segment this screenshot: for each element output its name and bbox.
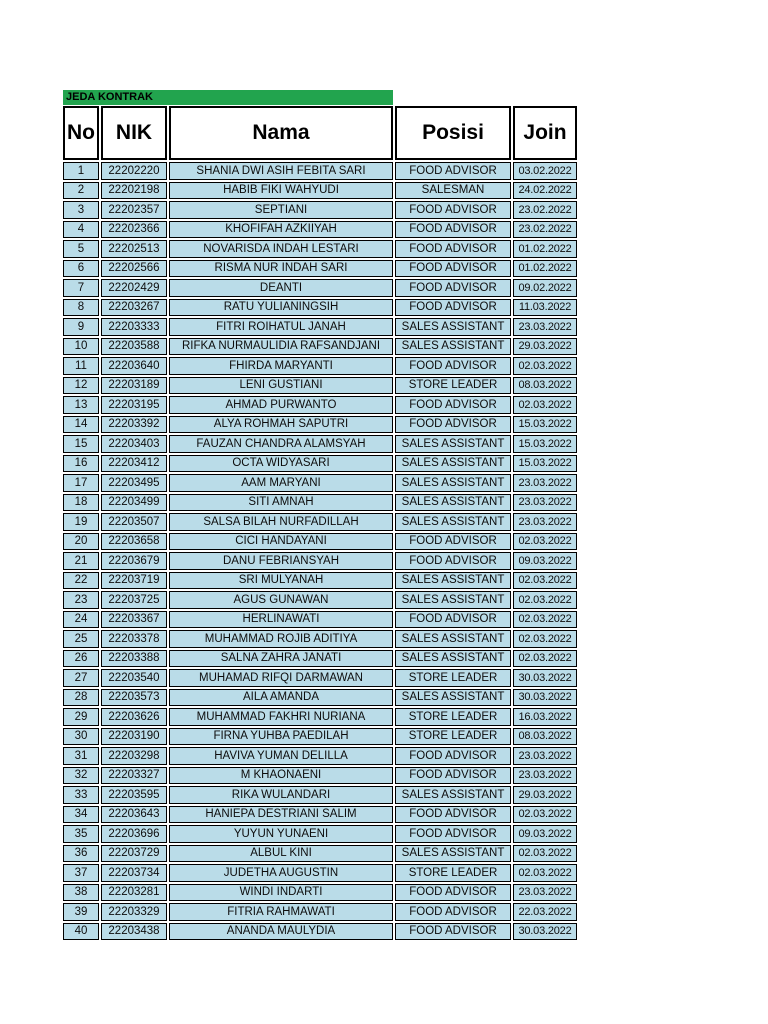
cell-posisi: SALES ASSISTANT xyxy=(395,786,511,804)
cell-no: 4 xyxy=(63,221,99,239)
table-row xyxy=(63,494,577,512)
cell-nik: 22202566 xyxy=(101,260,167,278)
cell-no: 34 xyxy=(63,806,99,824)
cell-posisi: SALES ASSISTANT xyxy=(395,474,511,492)
cell-nik: 22203573 xyxy=(101,689,167,707)
cell-nik: 22203281 xyxy=(101,884,167,902)
cell-posisi: SALESMAN xyxy=(395,182,511,200)
cell-no: 17 xyxy=(63,474,99,492)
cell-posisi: STORE LEADER xyxy=(395,708,511,726)
cell-posisi: SALES ASSISTANT xyxy=(395,455,511,473)
cell-no: 5 xyxy=(63,240,99,258)
cell-join: 11.03.2022 xyxy=(513,299,577,317)
cell-posisi: SALES ASSISTANT xyxy=(395,494,511,512)
cell-nama: SRI MULYANAH xyxy=(169,572,393,590)
cell-nama: HANIEPA DESTRIANI SALIM xyxy=(169,806,393,824)
cell-nama: AAM MARYANI xyxy=(169,474,393,492)
cell-nik: 22203696 xyxy=(101,825,167,843)
cell-join: 02.03.2022 xyxy=(513,572,577,590)
cell-no: 31 xyxy=(63,747,99,765)
cell-nama: HERLINAWATI xyxy=(169,611,393,629)
table-row xyxy=(63,708,577,726)
table-row xyxy=(63,377,577,395)
cell-join: 29.03.2022 xyxy=(513,786,577,804)
cell-no: 6 xyxy=(63,260,99,278)
cell-posisi: SALES ASSISTANT xyxy=(395,591,511,609)
cell-posisi: FOOD ADVISOR xyxy=(395,240,511,258)
cell-no: 13 xyxy=(63,396,99,414)
table-row xyxy=(63,240,577,258)
cell-no: 23 xyxy=(63,591,99,609)
cell-nik: 22203412 xyxy=(101,455,167,473)
table-row xyxy=(63,728,577,746)
cell-nik: 22203640 xyxy=(101,357,167,375)
cell-nik: 22203729 xyxy=(101,845,167,863)
column-header-nik: NIK xyxy=(101,106,167,160)
cell-nik: 22203658 xyxy=(101,533,167,551)
cell-nik: 22202513 xyxy=(101,240,167,258)
cell-no: 30 xyxy=(63,728,99,746)
column-header-nama: Nama xyxy=(169,106,393,160)
table-body xyxy=(63,162,577,940)
cell-nama: MUHAMMAD ROJIB ADITIYA xyxy=(169,630,393,648)
cell-nik: 22203378 xyxy=(101,630,167,648)
cell-nik: 22202357 xyxy=(101,201,167,219)
cell-join: 30.03.2022 xyxy=(513,923,577,941)
table-row xyxy=(63,318,577,336)
cell-join: 30.03.2022 xyxy=(513,689,577,707)
cell-join: 02.03.2022 xyxy=(513,611,577,629)
table-row xyxy=(63,338,577,356)
cell-nik: 22203367 xyxy=(101,611,167,629)
cell-join: 30.03.2022 xyxy=(513,669,577,687)
cell-no: 24 xyxy=(63,611,99,629)
table-row xyxy=(63,591,577,609)
table-row xyxy=(63,279,577,297)
cell-no: 35 xyxy=(63,825,99,843)
cell-nama: WINDI INDARTI xyxy=(169,884,393,902)
cell-nama: SHANIA DWI ASIH FEBITA SARI xyxy=(169,162,393,180)
table-row xyxy=(63,455,577,473)
table-row xyxy=(63,435,577,453)
cell-nama: SEPTIANI xyxy=(169,201,393,219)
cell-join: 23.03.2022 xyxy=(513,494,577,512)
table-row xyxy=(63,786,577,804)
cell-posisi: FOOD ADVISOR xyxy=(395,825,511,843)
column-header-join: Join xyxy=(513,106,577,160)
cell-nama: RIFKA NURMAULIDIA RAFSANDJANI xyxy=(169,338,393,356)
table-row xyxy=(63,767,577,785)
cell-nik: 22203327 xyxy=(101,767,167,785)
cell-nik: 22202220 xyxy=(101,162,167,180)
table-row xyxy=(63,845,577,863)
table-row xyxy=(63,201,577,219)
cell-nik: 22203643 xyxy=(101,806,167,824)
cell-nama: AHMAD PURWANTO xyxy=(169,396,393,414)
cell-nama: SALNA ZAHRA JANATI xyxy=(169,650,393,668)
cell-no: 33 xyxy=(63,786,99,804)
cell-no: 18 xyxy=(63,494,99,512)
cell-no: 40 xyxy=(63,923,99,941)
cell-nik: 22203298 xyxy=(101,747,167,765)
cell-nama: YUYUN YUNAENI xyxy=(169,825,393,843)
cell-join: 24.02.2022 xyxy=(513,182,577,200)
cell-join: 23.03.2022 xyxy=(513,318,577,336)
contract-table xyxy=(61,104,579,942)
cell-nik: 22203499 xyxy=(101,494,167,512)
cell-no: 11 xyxy=(63,357,99,375)
cell-posisi: FOOD ADVISOR xyxy=(395,396,511,414)
cell-nik: 22202366 xyxy=(101,221,167,239)
table-row xyxy=(63,650,577,668)
table-row xyxy=(63,162,577,180)
table-row xyxy=(63,416,577,434)
cell-nik: 22203388 xyxy=(101,650,167,668)
cell-nama: DEANTI xyxy=(169,279,393,297)
cell-join: 22.03.2022 xyxy=(513,903,577,921)
table-row xyxy=(63,669,577,687)
cell-posisi: FOOD ADVISOR xyxy=(395,533,511,551)
cell-join: 23.03.2022 xyxy=(513,474,577,492)
cell-nama: OCTA WIDYASARI xyxy=(169,455,393,473)
cell-join: 02.03.2022 xyxy=(513,650,577,668)
cell-nik: 22203540 xyxy=(101,669,167,687)
cell-nama: MUHAMAD RIFQI DARMAWAN xyxy=(169,669,393,687)
cell-join: 29.03.2022 xyxy=(513,338,577,356)
cell-nama: FITRIA RAHMAWATI xyxy=(169,903,393,921)
cell-nik: 22203626 xyxy=(101,708,167,726)
cell-no: 39 xyxy=(63,903,99,921)
cell-posisi: STORE LEADER xyxy=(395,377,511,395)
cell-nama: ALBUL KINI xyxy=(169,845,393,863)
table-row xyxy=(63,903,577,921)
cell-no: 16 xyxy=(63,455,99,473)
cell-nik: 22203725 xyxy=(101,591,167,609)
cell-nik: 22203195 xyxy=(101,396,167,414)
cell-join: 23.03.2022 xyxy=(513,747,577,765)
table-row xyxy=(63,630,577,648)
cell-nama: AILA AMANDA xyxy=(169,689,393,707)
cell-nik: 22203403 xyxy=(101,435,167,453)
table-row xyxy=(63,260,577,278)
cell-no: 1 xyxy=(63,162,99,180)
table-row xyxy=(63,806,577,824)
cell-nik: 22203190 xyxy=(101,728,167,746)
cell-nik: 22203329 xyxy=(101,903,167,921)
cell-nama: ANANDA MAULYDIA xyxy=(169,923,393,941)
cell-posisi: FOOD ADVISOR xyxy=(395,884,511,902)
cell-no: 38 xyxy=(63,884,99,902)
cell-join: 23.02.2022 xyxy=(513,201,577,219)
cell-no: 9 xyxy=(63,318,99,336)
cell-nik: 22203438 xyxy=(101,923,167,941)
cell-nama: CICI HANDAYANI xyxy=(169,533,393,551)
table-row xyxy=(63,182,577,200)
cell-nama: JUDETHA AUGUSTIN xyxy=(169,864,393,882)
cell-no: 10 xyxy=(63,338,99,356)
cell-join: 09.02.2022 xyxy=(513,279,577,297)
cell-nik: 22203719 xyxy=(101,572,167,590)
cell-posisi: FOOD ADVISOR xyxy=(395,747,511,765)
cell-join: 23.03.2022 xyxy=(513,513,577,531)
table-row xyxy=(63,923,577,941)
cell-no: 26 xyxy=(63,650,99,668)
cell-join: 02.03.2022 xyxy=(513,864,577,882)
cell-no: 14 xyxy=(63,416,99,434)
cell-no: 22 xyxy=(63,572,99,590)
cell-posisi: FOOD ADVISOR xyxy=(395,923,511,941)
cell-nama: FHIRDA MARYANTI xyxy=(169,357,393,375)
cell-posisi: FOOD ADVISOR xyxy=(395,416,511,434)
cell-no: 29 xyxy=(63,708,99,726)
header-row xyxy=(63,106,577,160)
cell-posisi: FOOD ADVISOR xyxy=(395,221,511,239)
cell-join: 08.03.2022 xyxy=(513,728,577,746)
cell-nama: AGUS GUNAWAN xyxy=(169,591,393,609)
cell-no: 32 xyxy=(63,767,99,785)
cell-nama: RIKA WULANDARI xyxy=(169,786,393,804)
cell-nama: LENI GUSTIANI xyxy=(169,377,393,395)
cell-join: 16.03.2022 xyxy=(513,708,577,726)
cell-join: 02.03.2022 xyxy=(513,357,577,375)
cell-posisi: FOOD ADVISOR xyxy=(395,357,511,375)
cell-join: 15.03.2022 xyxy=(513,435,577,453)
cell-nama: ALYA ROHMAH SAPUTRI xyxy=(169,416,393,434)
table-row xyxy=(63,747,577,765)
cell-no: 8 xyxy=(63,299,99,317)
cell-nama: SITI AMNAH xyxy=(169,494,393,512)
cell-nama: FIRNA YUHBA PAEDILAH xyxy=(169,728,393,746)
cell-no: 15 xyxy=(63,435,99,453)
cell-nik: 22203495 xyxy=(101,474,167,492)
cell-nik: 22203507 xyxy=(101,513,167,531)
cell-posisi: SALES ASSISTANT xyxy=(395,689,511,707)
cell-posisi: FOOD ADVISOR xyxy=(395,299,511,317)
table-row xyxy=(63,825,577,843)
cell-nik: 22203734 xyxy=(101,864,167,882)
cell-join: 09.03.2022 xyxy=(513,552,577,570)
cell-nama: HABIB FIKI WAHYUDI xyxy=(169,182,393,200)
cell-nama: KHOFIFAH AZKIIYAH xyxy=(169,221,393,239)
table-row xyxy=(63,533,577,551)
cell-nama: DANU FEBRIANSYAH xyxy=(169,552,393,570)
cell-posisi: FOOD ADVISOR xyxy=(395,552,511,570)
table-row xyxy=(63,357,577,375)
cell-join: 15.03.2022 xyxy=(513,455,577,473)
cell-posisi: SALES ASSISTANT xyxy=(395,435,511,453)
cell-posisi: FOOD ADVISOR xyxy=(395,162,511,180)
cell-nama: HAVIVA YUMAN DELILLA xyxy=(169,747,393,765)
cell-nik: 22203333 xyxy=(101,318,167,336)
cell-join: 01.02.2022 xyxy=(513,240,577,258)
cell-join: 23.02.2022 xyxy=(513,221,577,239)
table-row xyxy=(63,689,577,707)
cell-join: 15.03.2022 xyxy=(513,416,577,434)
cell-join: 09.03.2022 xyxy=(513,825,577,843)
cell-nik: 22203588 xyxy=(101,338,167,356)
cell-posisi: FOOD ADVISOR xyxy=(395,201,511,219)
sheet-title-banner: JEDA KONTRAK xyxy=(63,90,393,105)
cell-posisi: SALES ASSISTANT xyxy=(395,650,511,668)
cell-nik: 22202198 xyxy=(101,182,167,200)
column-header-posisi: Posisi xyxy=(395,106,511,160)
table-row xyxy=(63,221,577,239)
cell-join: 02.03.2022 xyxy=(513,806,577,824)
cell-posisi: SALES ASSISTANT xyxy=(395,318,511,336)
cell-join: 23.03.2022 xyxy=(513,767,577,785)
cell-posisi: FOOD ADVISOR xyxy=(395,611,511,629)
cell-nik: 22203267 xyxy=(101,299,167,317)
cell-posisi: FOOD ADVISOR xyxy=(395,806,511,824)
cell-nama: RISMA NUR INDAH SARI xyxy=(169,260,393,278)
cell-posisi: SALES ASSISTANT xyxy=(395,338,511,356)
cell-posisi: SALES ASSISTANT xyxy=(395,572,511,590)
table-row xyxy=(63,611,577,629)
cell-no: 19 xyxy=(63,513,99,531)
cell-join: 02.03.2022 xyxy=(513,845,577,863)
cell-no: 12 xyxy=(63,377,99,395)
cell-join: 02.03.2022 xyxy=(513,396,577,414)
table-row xyxy=(63,396,577,414)
cell-no: 3 xyxy=(63,201,99,219)
cell-posisi: SALES ASSISTANT xyxy=(395,630,511,648)
cell-nama: MUHAMMAD FAKHRI NURIANA xyxy=(169,708,393,726)
cell-no: 37 xyxy=(63,864,99,882)
cell-posisi: SALES ASSISTANT xyxy=(395,513,511,531)
cell-no: 36 xyxy=(63,845,99,863)
cell-no: 21 xyxy=(63,552,99,570)
cell-no: 28 xyxy=(63,689,99,707)
cell-nik: 22203595 xyxy=(101,786,167,804)
cell-nama: RATU YULIANINGSIH xyxy=(169,299,393,317)
cell-join: 23.03.2022 xyxy=(513,884,577,902)
cell-posisi: FOOD ADVISOR xyxy=(395,260,511,278)
cell-posisi: FOOD ADVISOR xyxy=(395,903,511,921)
table-row xyxy=(63,299,577,317)
cell-join: 08.03.2022 xyxy=(513,377,577,395)
cell-no: 25 xyxy=(63,630,99,648)
cell-no: 27 xyxy=(63,669,99,687)
cell-no: 2 xyxy=(63,182,99,200)
cell-nama: NOVARISDA INDAH LESTARI xyxy=(169,240,393,258)
cell-posisi: FOOD ADVISOR xyxy=(395,279,511,297)
cell-posisi: STORE LEADER xyxy=(395,864,511,882)
cell-nama: FITRI ROIHATUL JANAH xyxy=(169,318,393,336)
cell-nama: FAUZAN CHANDRA ALAMSYAH xyxy=(169,435,393,453)
table-row xyxy=(63,572,577,590)
table-row xyxy=(63,513,577,531)
cell-posisi: STORE LEADER xyxy=(395,728,511,746)
table-row xyxy=(63,864,577,882)
table-row xyxy=(63,552,577,570)
cell-no: 20 xyxy=(63,533,99,551)
cell-nik: 22203392 xyxy=(101,416,167,434)
cell-nama: M KHAONAENI xyxy=(169,767,393,785)
cell-posisi: STORE LEADER xyxy=(395,669,511,687)
cell-join: 01.02.2022 xyxy=(513,260,577,278)
cell-nik: 22203679 xyxy=(101,552,167,570)
cell-join: 02.03.2022 xyxy=(513,591,577,609)
cell-nik: 22203189 xyxy=(101,377,167,395)
cell-posisi: SALES ASSISTANT xyxy=(395,845,511,863)
cell-no: 7 xyxy=(63,279,99,297)
cell-join: 02.03.2022 xyxy=(513,533,577,551)
cell-posisi: FOOD ADVISOR xyxy=(395,767,511,785)
cell-join: 02.03.2022 xyxy=(513,630,577,648)
cell-nama: SALSA BILAH NURFADILLAH xyxy=(169,513,393,531)
cell-join: 03.02.2022 xyxy=(513,162,577,180)
table-row xyxy=(63,884,577,902)
table-row xyxy=(63,474,577,492)
cell-nik: 22202429 xyxy=(101,279,167,297)
column-header-no: No xyxy=(63,106,99,160)
